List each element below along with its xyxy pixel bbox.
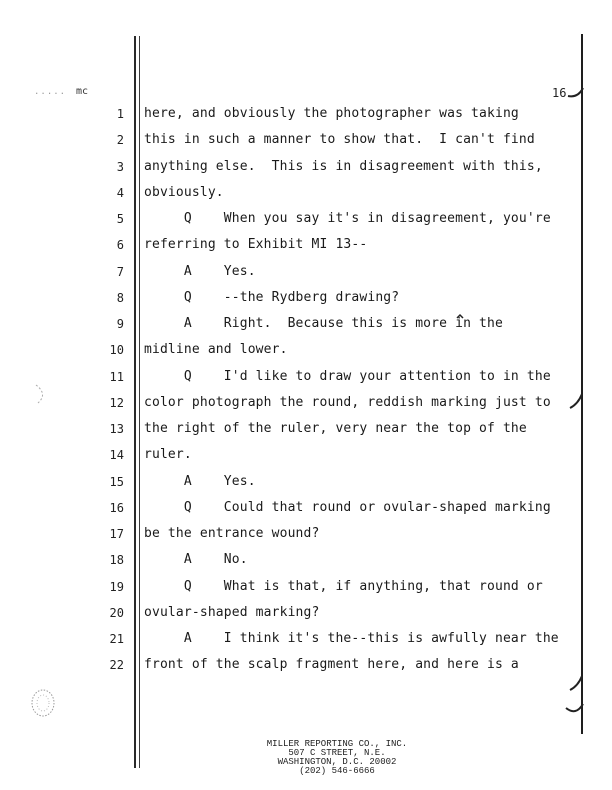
line-text: ovular-shaped marking?	[144, 604, 320, 620]
line-number: 9	[116, 317, 124, 331]
transcript-line	[0, 159, 612, 185]
transcript-line	[0, 447, 612, 473]
line-number: 20	[109, 605, 124, 620]
line-number: 3	[116, 159, 124, 174]
line-number: 12	[109, 395, 124, 410]
line-text: Q When you say it's in disagreement, you're	[144, 211, 551, 226]
transcript-line	[0, 132, 612, 158]
line-number: 19	[109, 579, 124, 594]
transcript-line	[0, 185, 612, 211]
line-number: 5	[116, 212, 124, 226]
footer-street: 507 C STREET, N.E.	[288, 748, 386, 758]
seal-stamp-icon	[30, 688, 56, 718]
margin-dots: .....	[34, 87, 67, 97]
line-text: Q Could that round or ovular-shaped marking	[144, 499, 551, 515]
line-text: Q --the Rydberg drawing?	[144, 289, 400, 305]
line-number: 16	[109, 500, 124, 515]
line-number: 11	[109, 369, 124, 384]
line-text: ruler.	[144, 447, 192, 463]
transcript-line	[0, 316, 612, 342]
line-text: here, and obviously the photographer was taking	[144, 106, 519, 121]
transcript-line	[0, 264, 612, 290]
line-text: A Right. Because this is more in the	[144, 316, 503, 331]
line-number: 6	[116, 238, 124, 253]
line-text: be the entrance wound?	[144, 526, 320, 541]
page-number: 16	[552, 86, 567, 100]
line-number: 14	[109, 448, 124, 463]
transcript-line	[0, 631, 612, 657]
footer-company: MILLER REPORTING CO., INC.	[266, 739, 408, 749]
margin-bracket-icon	[32, 382, 54, 406]
line-number: 4	[116, 185, 124, 200]
line-text: Q What is that, if anything, that round or	[144, 578, 543, 594]
transcript-line	[0, 369, 612, 395]
line-number: 2	[116, 133, 124, 148]
transcript-line	[0, 500, 612, 526]
transcript-line	[0, 421, 612, 447]
transcript-line	[0, 579, 612, 605]
line-text: front of the scalp fragment here, and here is a	[144, 657, 519, 673]
line-number: 13	[109, 422, 124, 436]
line-text: midline and lower.	[144, 342, 288, 358]
line-text: referring to Exhibit MI 13--	[144, 237, 368, 253]
transcript-line	[0, 526, 612, 552]
line-text: anything else. This is in disagreement with this,	[144, 158, 543, 174]
footer-city: WASHINGTON, D.C. 20002	[277, 757, 397, 767]
line-number: 18	[109, 553, 124, 568]
line-text: Q I'd like to draw your attention to in the	[144, 368, 551, 384]
transcript-line	[0, 474, 612, 500]
reporter-mark: mc	[76, 86, 89, 97]
line-text: A No.	[144, 552, 248, 568]
line-number: 8	[116, 290, 124, 305]
transcript-line	[0, 106, 612, 132]
transcript-line	[0, 237, 612, 263]
transcript-line	[0, 395, 612, 421]
line-number: 1	[116, 107, 124, 121]
line-number: 21	[109, 632, 124, 646]
transcript-line	[0, 211, 612, 237]
line-number: 7	[116, 264, 124, 279]
line-number: 17	[109, 527, 124, 541]
line-text: obviously.	[144, 184, 224, 200]
line-text: color photograph the round, reddish marking just to	[144, 394, 551, 410]
reporter-footer	[222, 740, 452, 776]
transcript-line	[0, 657, 612, 683]
line-number: 15	[109, 474, 124, 489]
transcript-line	[0, 605, 612, 631]
transcript-line	[0, 552, 612, 578]
line-text: this in such a manner to show that. I can't find	[144, 132, 535, 148]
transcript-line	[0, 342, 612, 368]
line-text: A Yes.	[144, 473, 256, 489]
line-text: A I think it's the--this is awfully near the	[144, 631, 559, 646]
line-number: 10	[109, 343, 124, 358]
transcript-line	[0, 290, 612, 316]
footer-phone: (202) 546-6666	[299, 766, 375, 776]
line-number: 22	[109, 658, 124, 673]
line-text: A Yes.	[144, 263, 256, 279]
line-text: the right of the ruler, very near the top of the	[144, 421, 527, 436]
